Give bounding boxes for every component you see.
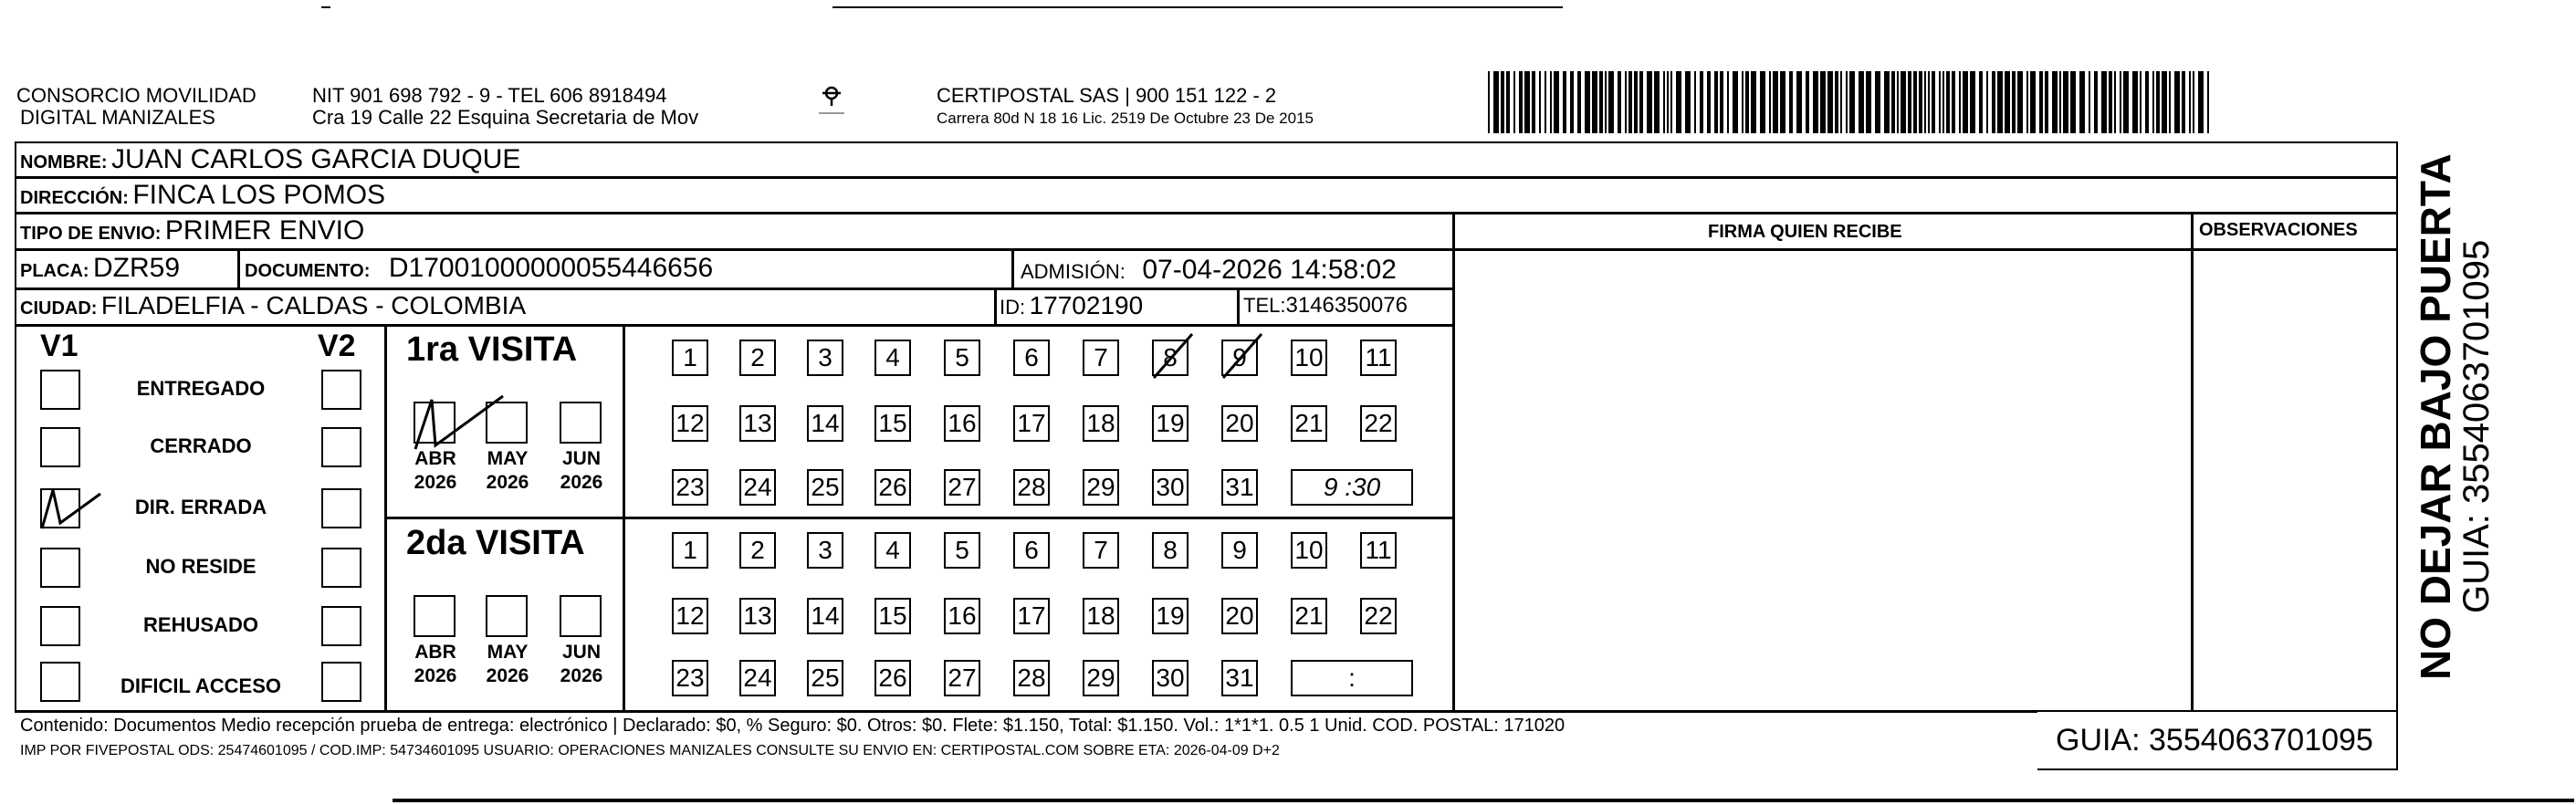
first-visit-day-26[interactable]: 26 (874, 469, 911, 506)
v1-checkbox-no-reside[interactable] (40, 548, 80, 588)
barcode-bar (1488, 71, 1490, 133)
second-visit-day-22[interactable]: 22 (1360, 598, 1397, 634)
second-visit-day-5[interactable]: 5 (944, 532, 980, 569)
first-visit-day-16[interactable]: 16 (944, 405, 980, 442)
first-visit-day-15[interactable]: 15 (874, 405, 911, 442)
first-visit-day-2[interactable]: 2 (739, 340, 776, 376)
barcode-bar (2070, 71, 2076, 133)
barcode-bar (1532, 71, 1535, 133)
barcode-bar (1924, 71, 1926, 133)
v1-checkbox-cerrado[interactable] (40, 427, 80, 467)
first-visit-time-handwritten[interactable]: 9 :30 (1291, 469, 1413, 506)
barcode-bar (1501, 71, 1504, 133)
barcode-bar (1676, 71, 1681, 133)
second-visit-day-25[interactable]: 25 (807, 660, 843, 696)
tipo-envio-label: TIPO DE ENVIO: (20, 224, 162, 244)
nombre-row (20, 143, 520, 181)
second-visit-month-checkbox-abr[interactable] (414, 595, 456, 637)
barcode-bar (1827, 71, 1833, 133)
second-visit-day-16[interactable]: 16 (944, 598, 980, 634)
scan-mark (832, 6, 1563, 8)
barcode-bar (1769, 71, 1771, 133)
barcode-bar (1820, 71, 1826, 133)
barcode-bar (1618, 71, 1621, 133)
second-visit-day-18[interactable]: 18 (1083, 598, 1119, 634)
first-visit-day-17[interactable]: 17 (1013, 405, 1050, 442)
status-option-label: REHUSADO (143, 613, 258, 636)
first-visit-title: 1ra VISITA (406, 330, 578, 369)
first-visit-day-3[interactable]: 3 (807, 340, 843, 376)
placa-row (20, 252, 180, 289)
second-visit-day-31[interactable]: 31 (1221, 660, 1258, 696)
company-address: Cra 19 Calle 22 Esquina Secretaria de Mov (312, 106, 699, 129)
id-row (1000, 289, 1143, 327)
first-visit-day-5[interactable]: 5 (944, 340, 980, 376)
second-visit-day-30[interactable]: 30 (1152, 660, 1189, 696)
barcode-bar (1932, 71, 1935, 133)
second-visit-day-8[interactable]: 8 (1152, 532, 1189, 569)
month-label: JUN (561, 642, 601, 663)
v1-checkbox-dificil-acceso[interactable] (40, 662, 80, 702)
status-option-label: NO RESIDE (145, 555, 257, 578)
barcode-bar (1634, 71, 1638, 133)
barcode-bar (1849, 71, 1855, 133)
first-visit-day-8[interactable]: 8 (1152, 340, 1189, 376)
barcode-bar (2162, 71, 2167, 133)
barcode-bar (2207, 71, 2209, 133)
status-option-label: ENTREGADO (136, 377, 266, 400)
barcode-bar (1919, 71, 1922, 133)
documento-label: DOCUMENTO: (245, 261, 371, 281)
barcode-bar (2174, 71, 2180, 133)
first-visit-day-9[interactable]: 9 (1221, 340, 1258, 376)
admision-label: ADMISIÓN: (1021, 260, 1126, 283)
barcode-bar (1605, 71, 1607, 133)
second-visit-day-28[interactable]: 28 (1013, 660, 1050, 696)
placa-value: DZR59 (93, 253, 181, 283)
barcode-bar (2059, 71, 2061, 133)
barcode-bar (1963, 71, 1968, 133)
barcode-bar (1884, 71, 1890, 133)
barcode-bar (2039, 71, 2043, 133)
first-visit-month-checkbox-may[interactable] (486, 402, 528, 444)
rule (384, 517, 1452, 519)
barcode-bar (1979, 71, 1983, 133)
handwritten-strike-mark (1214, 329, 1269, 383)
month-label: JUN (561, 448, 601, 469)
first-visit-day-25[interactable]: 25 (807, 469, 843, 506)
barcode (1488, 71, 2218, 133)
first-visit-day-29[interactable]: 29 (1083, 469, 1119, 506)
second-visit-month-checkbox-may[interactable] (486, 595, 528, 637)
documento-value: D17001000000055446656 (388, 253, 714, 283)
form-frame (15, 141, 2398, 713)
documento-row (245, 252, 713, 289)
first-visit-day-12[interactable]: 12 (672, 405, 708, 442)
second-visit-day-17[interactable]: 17 (1013, 598, 1050, 634)
barcode-bar (1806, 71, 1809, 133)
second-visit-day-26[interactable]: 26 (874, 660, 911, 696)
second-visit-day-19[interactable]: 19 (1152, 598, 1189, 634)
barcode-bar (1891, 71, 1895, 133)
barcode-bar (1813, 71, 1818, 133)
barcode-bar (1707, 71, 1711, 133)
barcode-bar (2152, 71, 2154, 133)
first-visit-day-14[interactable]: 14 (807, 405, 843, 442)
barcode-bar (1493, 71, 1499, 133)
company-name-line1: CONSORCIO MOVILIDAD (16, 84, 257, 107)
first-visit-day-4[interactable]: 4 (874, 340, 911, 376)
v2-checkbox-no-reside[interactable] (321, 548, 361, 588)
carrier-address: Carrera 80d N 18 16 Lic. 2519 De Octubre 23 De 2015 (937, 110, 1314, 127)
second-visit-day-1[interactable]: 1 (672, 532, 708, 569)
first-visit-day-28[interactable]: 28 (1013, 469, 1050, 506)
v2-checkbox-cerrado[interactable] (321, 427, 361, 467)
direccion-value: FINCA LOS POMOS (132, 180, 386, 210)
second-visit-title: 2da VISITA (406, 524, 585, 562)
direccion-row (20, 179, 385, 216)
carrier-logo (817, 82, 846, 119)
status-option-label: DIR. ERRADA (134, 496, 267, 518)
barcode-bar (1946, 71, 1950, 133)
second-visit-day-13[interactable]: 13 (739, 598, 776, 634)
first-visit-day-6[interactable]: 6 (1013, 340, 1050, 376)
first-visit-day-31[interactable]: 31 (1221, 469, 1258, 506)
no-dejar-bajo-puerta: NO DEJAR BAJO PUERTA (2412, 153, 2459, 680)
barcode-bar (1959, 71, 1961, 133)
carrier-name: CERTIPOSTAL SAS | 900 151 122 - 2 (937, 84, 1277, 107)
first-visit-day-18[interactable]: 18 (1083, 405, 1119, 442)
barcode-bar (2079, 71, 2085, 133)
barcode-bar (1760, 71, 1765, 133)
barcode-bar (2198, 71, 2204, 133)
barcode-bar (1992, 71, 1995, 133)
ciudad-row (20, 289, 526, 327)
barcode-bar (2005, 71, 2010, 133)
barcode-bar (1585, 71, 1590, 133)
rule (2191, 212, 2194, 710)
v2-checkbox-dificil-acceso[interactable] (321, 662, 361, 702)
barcode-bar (2120, 71, 2121, 133)
barcode-bar (1545, 71, 1546, 133)
barcode-bar (1647, 71, 1652, 133)
barcode-bar (2182, 71, 2185, 133)
year-label: 2026 (560, 472, 603, 493)
barcode-bar (1513, 71, 1515, 133)
rule (1237, 288, 1240, 324)
status-option-label: DIFICIL ACCESO (120, 674, 281, 697)
barcode-bar (1550, 71, 1552, 133)
id-label: ID: (1000, 296, 1026, 319)
barcode-bar (1875, 71, 1880, 133)
barcode-bar (1599, 71, 1603, 133)
handwritten-strike-mark (1145, 329, 1199, 383)
year-label: 2026 (486, 472, 529, 493)
barcode-bar (1939, 71, 1941, 133)
guia-footer-value: GUIA: 3554063701095 (2056, 723, 2373, 758)
rule (1452, 248, 2398, 251)
barcode-bar (2012, 71, 2016, 133)
barcode-bar (1727, 71, 1729, 133)
second-visit-day-11[interactable]: 11 (1360, 532, 1397, 569)
footer-contenido: Contenido: Documentos Medio recepción prueba de entrega: electrónico | Declarado: $0, % Seguro: $0. Otros: $0. Flete: $1.150, Total: $1.150. Vol.: 1*1*1. 0.5 1 Unid. COD. POSTAL: 171020 (20, 716, 1565, 736)
second-visit-time-box[interactable]: : (1291, 660, 1413, 696)
ciudad-label: CIUDAD: (20, 298, 98, 319)
second-visit-day-9[interactable]: 9 (1221, 532, 1258, 569)
nombre-value: JUAN CARLOS GARCIA DUQUE (111, 144, 521, 174)
v2-checkbox-rehusado[interactable] (321, 606, 361, 646)
first-visit-day-11[interactable]: 11 (1360, 340, 1397, 376)
barcode-bar (1592, 71, 1597, 133)
v1-checkbox-entregado[interactable] (40, 370, 80, 410)
first-visit-day-1[interactable]: 1 (672, 340, 708, 376)
tipo-envio-value: PRIMER ENVIO (164, 215, 365, 246)
barcode-bar (1670, 71, 1672, 133)
barcode-bar (1506, 71, 1510, 133)
company-name-line2: DIGITAL MANIZALES (20, 106, 215, 129)
company-nit: NIT 901 698 792 - 9 - TEL 606 8918494 (312, 84, 667, 107)
barcode-bar (1654, 71, 1660, 133)
rule (237, 248, 240, 288)
bottom-edge-line (393, 799, 2574, 802)
barcode-bar (1714, 71, 1718, 133)
barcode-bar (2193, 71, 2194, 133)
barcode-bar (1694, 71, 1696, 133)
barcode-bar (1970, 71, 1975, 133)
barcode-bar (1608, 71, 1614, 133)
barcode-bar (2026, 71, 2028, 133)
first-visit-day-19[interactable]: 19 (1152, 405, 1189, 442)
barcode-bar (1897, 71, 1899, 133)
second-visit-day-21[interactable]: 21 (1291, 598, 1327, 634)
second-visit-day-3[interactable]: 3 (807, 532, 843, 569)
barcode-bar (2101, 71, 2107, 133)
barcode-bar (2169, 71, 2171, 133)
month-label: MAY (487, 448, 529, 469)
barcode-bar (2114, 71, 2116, 133)
v1-label: V1 (40, 329, 79, 363)
second-visit-day-14[interactable]: 14 (807, 598, 843, 634)
barcode-bar (1986, 71, 1988, 133)
barcode-bar (1997, 71, 2003, 133)
barcode-bar (1524, 71, 1530, 133)
year-label: 2026 (486, 665, 529, 686)
month-label: ABR (414, 642, 456, 663)
barcode-bar (1519, 71, 1523, 133)
year-label: 2026 (414, 665, 457, 686)
first-visit-day-22[interactable]: 22 (1360, 405, 1397, 442)
barcode-bar (1577, 71, 1581, 133)
v2-label: V2 (318, 329, 356, 363)
admision-row (1021, 254, 1397, 291)
tel-row (1243, 289, 1408, 325)
barcode-bar (1751, 71, 1756, 133)
second-visit-day-2[interactable]: 2 (739, 532, 776, 569)
handwritten-check-mark (37, 481, 110, 536)
first-visit-day-23[interactable]: 23 (672, 469, 708, 506)
second-visit-day-24[interactable]: 24 (739, 660, 776, 696)
barcode-bar (1628, 71, 1632, 133)
barcode-bar (1901, 71, 1906, 133)
barcode-bar (1913, 71, 1917, 133)
tel-value: 3146350076 (1285, 293, 1408, 318)
status-option-label: CERRADO (150, 434, 252, 457)
second-visit-day-23[interactable]: 23 (672, 660, 708, 696)
v1-checkbox-rehusado[interactable] (40, 606, 80, 646)
barcode-bar (2140, 71, 2141, 133)
barcode-bar (1554, 71, 1559, 133)
barcode-bar (1742, 71, 1744, 133)
barcode-bar (1952, 71, 1955, 133)
barcode-bar (2045, 71, 2048, 133)
tel-label: TEL: (1243, 294, 1286, 317)
barcode-bar (1720, 71, 1723, 133)
barcode-bar (2109, 71, 2112, 133)
barcode-bar (1733, 71, 1738, 133)
second-visit-day-4[interactable]: 4 (874, 532, 911, 569)
month-label: ABR (414, 448, 456, 469)
second-visit-day-29[interactable]: 29 (1083, 660, 1119, 696)
first-visit-month-checkbox-jun[interactable] (560, 402, 602, 444)
barcode-bar (2052, 71, 2058, 133)
second-visit-day-10[interactable]: 10 (1291, 532, 1327, 569)
first-visit-day-24[interactable]: 24 (739, 469, 776, 506)
barcode-bar (2156, 71, 2160, 133)
barcode-bar (2123, 71, 2129, 133)
v2-checkbox-dir-errada[interactable] (321, 488, 361, 528)
barcode-bar (2089, 71, 2090, 133)
rule (1452, 212, 1455, 710)
barcode-bar (1846, 71, 1848, 133)
barcode-bar (1773, 71, 1778, 133)
side-guia: GUIA: 3554063701095 (2456, 239, 2497, 613)
barcode-bar (1840, 71, 1842, 133)
barcode-bar (2030, 71, 2036, 133)
first-visit-day-10[interactable]: 10 (1291, 340, 1327, 376)
observaciones-label: OBSERVACIONES (2199, 220, 2358, 240)
barcode-bar (1745, 71, 1749, 133)
barcode-bar (1789, 71, 1793, 133)
barcode-bar (1663, 71, 1665, 133)
v2-checkbox-entregado[interactable] (321, 370, 361, 410)
barcode-bar (1625, 71, 1627, 133)
barcode-bar (2132, 71, 2138, 133)
nombre-label: NOMBRE: (20, 152, 108, 172)
first-visit-day-20[interactable]: 20 (1221, 405, 1258, 442)
second-visit-day-7[interactable]: 7 (1083, 532, 1119, 569)
second-visit-day-15[interactable]: 15 (874, 598, 911, 634)
barcode-bar (1908, 71, 1911, 133)
rule (1011, 248, 1014, 288)
month-label: MAY (487, 642, 529, 663)
barcode-bar (1539, 71, 1541, 133)
barcode-bar (1866, 71, 1871, 133)
first-visit-day-21[interactable]: 21 (1291, 405, 1327, 442)
barcode-bar (2094, 71, 2098, 133)
second-visit-day-12[interactable]: 12 (672, 598, 708, 634)
barcode-bar (2189, 71, 2191, 133)
second-visit-day-27[interactable]: 27 (944, 660, 980, 696)
barcode-bar (1685, 71, 1691, 133)
rule (994, 288, 997, 324)
second-visit-month-checkbox-jun[interactable] (560, 595, 602, 637)
barcode-bar (2063, 71, 2068, 133)
direccion-label: DIRECCIÓN: (20, 188, 129, 208)
firma-label: FIRMA QUIEN RECIBE (1708, 222, 1902, 242)
barcode-bar (1639, 71, 1643, 133)
id-value: 17702190 (1029, 291, 1144, 319)
barcode-bar (1942, 71, 1944, 133)
year-label: 2026 (414, 472, 457, 493)
scan-mark (321, 6, 330, 8)
barcode-bar (1928, 71, 1930, 133)
footer-imp: IMP POR FIVEPOSTAL ODS: 25474601095 / COD.IMP: 54734601095 USUARIO: OPERACIONES MANIZALES CONSULTE SU ENVIO EN: CERTIPOSTAL.COM SOBRE ETA: 2026-04-09 D+2 (20, 743, 1280, 758)
first-visit-day-13[interactable]: 13 (739, 405, 776, 442)
placa-label: PLACA: (20, 261, 89, 281)
barcode-bar (1780, 71, 1785, 133)
ciudad-value: FILADELFIA - CALDAS - COLOMBIA (100, 291, 527, 319)
second-visit-day-20[interactable]: 20 (1221, 598, 1258, 634)
barcode-bar (2017, 71, 2023, 133)
barcode-bar (1700, 71, 1703, 133)
first-visit-day-30[interactable]: 30 (1152, 469, 1189, 506)
barcode-bar (2145, 71, 2149, 133)
first-visit-day-27[interactable]: 27 (944, 469, 980, 506)
second-visit-day-6[interactable]: 6 (1013, 532, 1050, 569)
barcode-bar (1563, 71, 1566, 133)
year-label: 2026 (560, 665, 603, 686)
admision-value: 07-04-2026 14:58:02 (1142, 255, 1397, 285)
barcode-bar (1859, 71, 1864, 133)
barcode-bar (1667, 71, 1669, 133)
barcode-bar (1835, 71, 1838, 133)
barcode-bar (1570, 71, 1574, 133)
tipo-envio-row (20, 214, 364, 252)
barcode-bar (1796, 71, 1802, 133)
first-visit-day-7[interactable]: 7 (1083, 340, 1119, 376)
